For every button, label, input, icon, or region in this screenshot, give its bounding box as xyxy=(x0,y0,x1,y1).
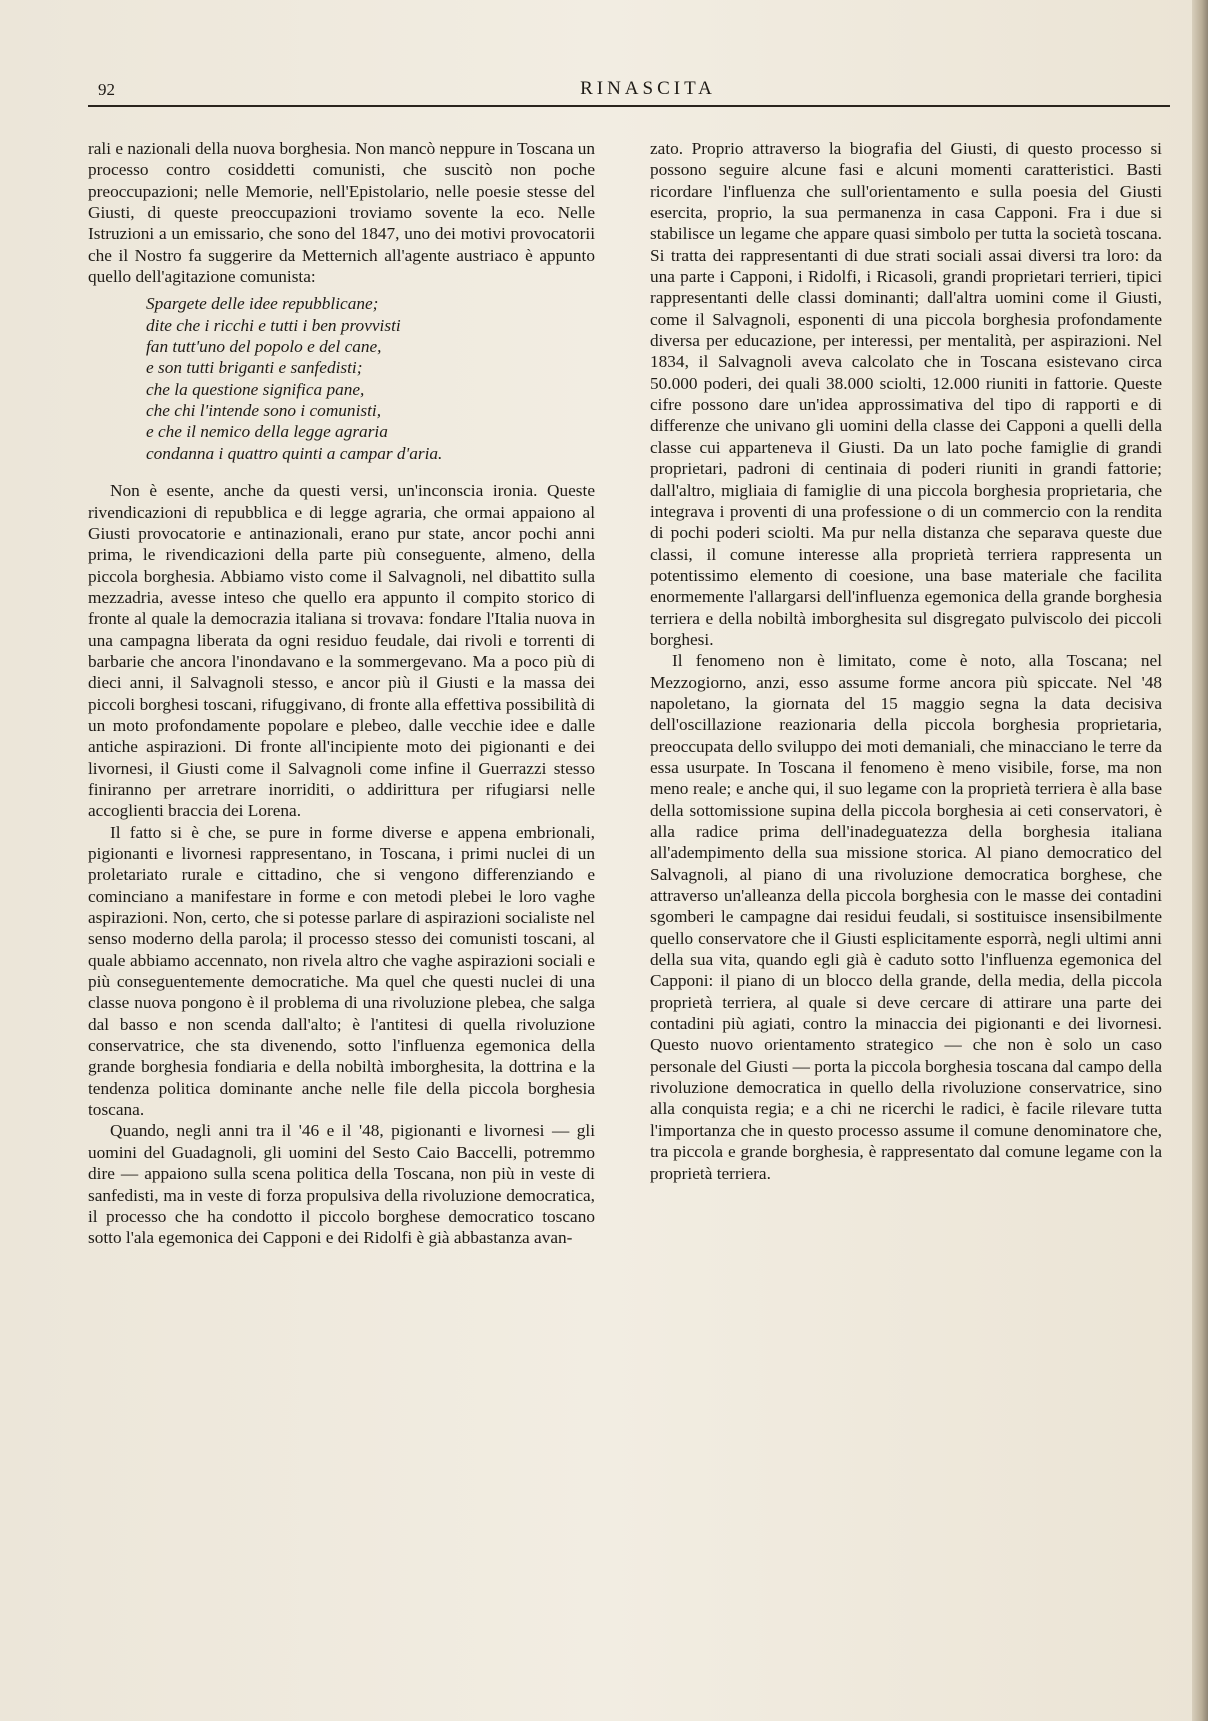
left-column xyxy=(88,138,595,1249)
paragraph: Il fenomeno non è limitato, come è noto, alla Toscana; nel Mezzogiorno, anzi, esso assume forme ancora più spiccate. Nel '48 napoletano, la giornata del 15 maggio segna la data decisiva dell'oscillazione reazionaria della piccola borghesia proprietaria, preoccupata dello sviluppo dei moti demaniali, che minacciano le terre da essa usurpate. In Toscana il fenomeno è meno visibile, forse, ma non meno reale; e anche qui, il suo legame con la proprietà terriera è alla base della sottomissione supina della piccola borghesia ai ceti conservatori, è alla radice prima dell'inadeguatezza della borghesia italiana all'adempimento della sua missione storica. Al piano democratico del Salvagnoli, al piano di una rivoluzione democratica borghese, che attraverso un'alleanza della piccola borghesia con le masse dei contadini sgomberi le campagne dai residui feudali, si sostituisce insensibilmente quello conservatore che il Giusti esplicitamente esporrà, negli ultimi anni della sua vita, quando egli già è caduto sotto l'influenza egemonica del Capponi: il piano di un blocco della grande, della media, della piccola proprietà terriera, al quale si deve cercare di attirare una parte dei contadini più agiati, contro la minaccia dei pigionanti e dei livornesi. Questo nuovo orientamento strategico — che non è solo un caso personale del Giusti — porta la piccola borghesia toscana dal campo della rivoluzione democratica in quello della rivoluzione conservatrice, sino alla conquista regia; e a chi ne ricerchi le radici, è facile rilevare tutta l'importanza che in questo processo assume il comune denominatore che, tra piccola e grande borghesia, è rappresentato dal comune legame con la proprietà terriera. xyxy=(650,651,1162,1183)
verse-line: che chi l'intende sono i comunisti, xyxy=(146,401,382,421)
paragraph: Il fatto si è che, se pure in forme diverse e appena embrionali, pigionanti e livornesi rappresentano, in Toscana, i primi nuclei di un proletariato rurale e cittadino, che si vengono differenziando e cominciano a manifestare in forme e con metodi plebei le loro vaghe aspirazioni. Non, certo, che si potesse parlare di aspirazioni socialiste nel senso moderno della parola; il processo stesso dei comunisti toscani, al quale abbiamo accennato, non rivela altro che vaghe aspirazioni sociali e più conseguentemente democratiche. Ma quel che questi nuclei di una classe nuova pongono è il problema di una rivoluzione plebea, che salga dal basso e non scenda dall'alto; è l'antitesi di quella rivoluzione conservatrice, che sta divenendo, sotto l'influenza egemonica della grande borghesia fondiaria e della nobiltà imborghesita, la dottrina e la tendenza politica dominante anche nelle file della piccola borghesia toscana. xyxy=(88,822,595,1120)
paragraph: Non è esente, anche da questi versi, un'inconscia ironia. Queste rivendicazioni di repubblica e di legge agraria, che ormai appaiono al Giusti provocatorie e antinazionali, erano pur state, ancor pochi anni prima, le rivendicazioni della parte più conseguente, almeno, della piccola borghesia. Abbiamo visto come il Salvagnoli, nel dibattito sulla mezzadria, avesse inteso che quello era appunto il compito storico di fronte al quale la democrazia italiana si trovava: fondare l'Italia nuova in una campagna liberata da ogni residuo feudale, dai rivoli e torrenti di barbarie che ancora l'inondavano e la sommergevano. Ma a poco più di dieci anni, il Salvagnoli stesso, e ancor più il Giusti e la massa dei piccoli borghesi toscani, rifuggivano, di fronte alla effettiva possibilità di un moto profondamente popolare e plebeo, dalle vecchie idee e dalle antiche aspirazioni. Di fronte all'incipiente moto dei pigionanti e dei livornesi, il Giusti come il Salvagnoli come infine il Guerrazzi stesso finiranno per arretrare inorriditi, o addirittura per rifugiarsi nelle accoglienti braccia dei Lorena. xyxy=(88,481,595,821)
book-spine-edge xyxy=(1192,0,1208,1721)
header-rule xyxy=(88,105,1170,107)
verse-line: che la questione significa pane, xyxy=(146,379,365,399)
verse-line: dite che i ricchi e tutti i ben provvisti xyxy=(146,315,401,335)
running-title: RINASCITA xyxy=(580,78,716,99)
paragraph: rali e nazionali della nuova borghesia. Non mancò neppure in Toscana un processo contro cosiddetti comunisti, che suscitò non poche preoccupazioni; nelle Memorie, nell'Epistolario, nelle poesie stesse del Giusti, di queste preoccupazioni troviamo sovente la eco. Nelle Istruzioni a un emissario, che sono del 1847, uno dei motivi provocatorii che il Nostro fa suggerire da Metternich all'agente austriaco è appunto quello dell'agitazione comunista: xyxy=(88,139,595,287)
verse-line: e son tutti briganti e sanfedisti; xyxy=(146,358,363,378)
page-header xyxy=(88,76,1170,108)
paragraph: Quando, negli anni tra il '46 e il '48, pigionanti e livornesi — gli uomini del Guadagnoli, gli uomini del Sesto Caio Baccelli, potremmo dire — appaiono sulla scena politica della Toscana, non più in veste di sanfedisti, ma in veste di forza propulsiva della rivoluzione democratica, il processo che ha condotto il piccolo borghese democratico toscano sotto l'ala egemonica dei Capponi e dei Ridolfi è già abbastanza avan- xyxy=(88,1121,595,1248)
paragraph: zato. Proprio attraverso la biografia del Giusti, di questo processo si possono seguire alcune fasi e alcuni momenti caratteristici. Basti ricordare l'influenza che sull'orientamento e sulla poesia del Giusti esercita, proprio, la sua permanenza in casa Capponi. Fra i due si stabilisce un legame che appare quasi simbolo per tutta la società toscana. Si tratta dei rappresentanti di due strati sociali assai diversi tra loro: da una parte i Capponi, i Ridolfi, i Ricasoli, grandi proprietari terrieri, tipici rappresentanti delle classi dominanti; dall'altra uomini come il Giusti, come il Salvagnoli, esponenti di una piccola borghesia profondamente diversa per educazione, per interessi, per mentalità, per aspirazioni. Nel 1834, il Salvagnoli aveva calcolato che in Toscana esistevano circa 50.000 poderi, dei quali 38.000 sciolti, 12.000 riuniti in fattorie. Queste cifre possono dare un'idea approssimativa del tipo di rapporti e di differenze che univano gli uomini della classe dei Capponi a quelli della classe cui apparteneva il Giusti. Da un lato poche famiglie di grandi proprietari, padroni di centinaia di poderi riuniti in grandi fattorie; dall'altro, migliaia di famiglie di una piccola borghesia proprietaria, che integrava i proventi di una professione o di un commercio con la rendita di pochi poderi sciolti. Ma pur nella distanza che separava queste due classi, il comune interesse alla proprietà terriera rappresenta un potentissimo elemento di coesione, una base materiale che facilita enormemente l'allargarsi dell'influenza egemonica della grande borghesia terriera e della nobiltà imborghesita sul disgregato pulviscolo dei piccoli borghesi. xyxy=(650,139,1162,649)
verse-line: fan tutt'uno del popolo e del cane, xyxy=(146,337,382,357)
verse-quotation xyxy=(146,293,595,464)
verse-line: Spargete delle idee repubblicane; xyxy=(146,294,379,314)
page-number: 92 xyxy=(98,80,115,99)
right-column xyxy=(650,138,1162,1184)
verse-line: e che il nemico della legge agraria xyxy=(146,422,388,442)
verse-line: condanna i quattro quinti a campar d'aria. xyxy=(146,443,443,463)
